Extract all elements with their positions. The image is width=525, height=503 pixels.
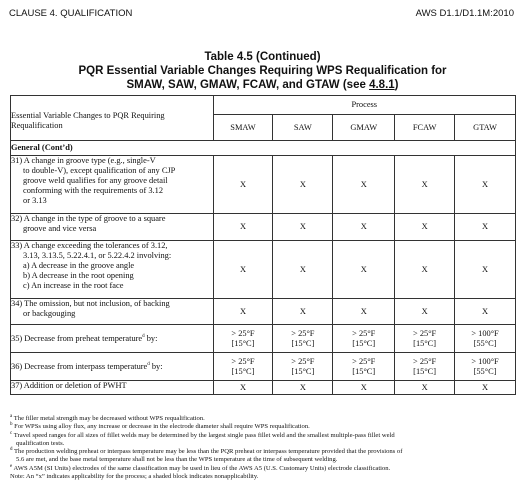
footnote-text: The filler metal strength may be decreased without WPS requalification. — [12, 415, 205, 422]
footnote-marker: d — [147, 361, 150, 367]
row-36-tail: by: — [149, 361, 163, 371]
value-f: > 25°F — [352, 356, 376, 366]
cell-mark: X — [213, 299, 273, 325]
value-f: > 25°F — [291, 328, 315, 338]
cell-value — [273, 353, 333, 381]
cell-mark: X — [455, 214, 516, 241]
footnote-c-continued: qualification tests. — [16, 439, 65, 447]
cell-mark: X — [333, 156, 395, 214]
cell-mark: X — [333, 299, 395, 325]
footnote-d — [10, 448, 516, 456]
row-33-line: a) A decrease in the groove angle — [23, 261, 135, 270]
value-c: [15°C] — [352, 366, 376, 376]
running-header-left: CLAUSE 4. QUALIFICATION — [9, 8, 133, 19]
footnote-marker: b — [10, 422, 13, 428]
table-title: PQR Essential Variable Changes Requiring WPS Requalification for — [78, 65, 447, 77]
cell-mark: X — [333, 241, 395, 299]
cell-mark: X — [395, 214, 455, 241]
row-33-line: 33) A change exceeding the tolerances of 3.12, — [11, 241, 168, 250]
value-f: > 25°F — [413, 328, 437, 338]
footnote-b — [10, 423, 516, 431]
table-row — [11, 381, 516, 395]
value-f: > 100°F — [471, 328, 499, 338]
cell-mark: X — [333, 381, 395, 395]
footnote-c — [10, 432, 516, 440]
footnote-d-continued: 5.6 are met, and the base metal temperature shall not be less than the WPS temperature at the time of subsequent welding. — [16, 456, 338, 464]
table-row — [11, 241, 516, 299]
table-row — [11, 353, 516, 381]
value-c: [15°C] — [352, 338, 376, 348]
cell-mark: X — [395, 299, 455, 325]
value-f: > 25°F — [352, 328, 376, 338]
cell-mark: X — [213, 214, 273, 241]
value-f: > 25°F — [413, 356, 437, 366]
value-f: > 25°F — [231, 356, 255, 366]
cell-mark: X — [455, 156, 516, 214]
row-37-description: 37) Addition or deletion of PWHT — [11, 381, 214, 395]
cell-mark: X — [455, 381, 516, 395]
footnote-e — [10, 465, 516, 473]
table-row — [11, 299, 516, 325]
row-32-description — [11, 214, 214, 241]
row-33-line: c) An increase in the root face — [23, 281, 124, 290]
process-fcaw: FCAW — [395, 115, 455, 141]
row-32-line: 32) A change in the type of groove to a square — [11, 214, 166, 223]
cell-mark: X — [213, 381, 273, 395]
value-c: [15°C] — [291, 366, 315, 376]
cell-value — [333, 353, 395, 381]
row-35-tail: by: — [144, 333, 158, 343]
cell-value — [395, 325, 455, 353]
section-reference-link[interactable]: 4.8.1 — [369, 79, 395, 91]
column-header-variable: Essential Variable Changes to PQR Requiring Requalification — [11, 96, 214, 141]
process-saw: SAW — [273, 115, 333, 141]
value-c: [15°C] — [291, 338, 315, 348]
row-33-line: 3.13, 3.13.5, 5.22.4.1, or 5.22.4.2 involving: — [23, 251, 172, 260]
cell-mark: X — [395, 381, 455, 395]
value-c: [15°C] — [231, 338, 255, 348]
process-gmaw: GMAW — [333, 115, 395, 141]
process-header: Process — [213, 96, 515, 115]
row-31-line: 31) A change in groove type (e.g., single-V — [11, 156, 156, 165]
cell-mark: X — [395, 156, 455, 214]
cell-value — [213, 325, 273, 353]
footnote-text: For WPSs using alloy flux, any increase or decrease in the electrode diameter shall require WPS requalification. — [12, 423, 310, 431]
row-34-line: or backgouging — [23, 309, 76, 318]
value-c: [55°C] — [473, 338, 497, 348]
footnote-marker: d — [142, 333, 145, 339]
cell-value — [213, 353, 273, 381]
row-33-description — [11, 241, 214, 299]
row-33-line: b) A decrease in the root opening — [23, 271, 134, 280]
row-31-line: to double-V), except qualification of any CJP — [23, 166, 176, 175]
cell-mark: X — [395, 241, 455, 299]
cell-mark: X — [273, 214, 333, 241]
row-32-line: groove and vice versa — [23, 224, 97, 233]
footnote-marker: d — [10, 447, 13, 452]
footnote-marker: a — [10, 413, 13, 419]
table-row — [11, 325, 516, 353]
table-footnotes — [10, 415, 516, 481]
value-f: > 100°F — [471, 356, 499, 366]
footnote-text: AWS A5M (SI Units) electrodes of the same classification may be used in lieu of the AWS A5 (U.S. Customary Units) electrode classification. — [12, 464, 391, 472]
footnote-marker: c — [10, 430, 13, 436]
subtitle-text: SMAW, SAW, GMAW, FCAW, and GTAW (see — [126, 79, 370, 91]
value-f: > 25°F — [231, 328, 255, 338]
row-31-description — [11, 156, 214, 214]
value-c: [15°C] — [231, 366, 255, 376]
table-number: Table 4.5 (Continued) — [204, 51, 321, 63]
table-row — [11, 214, 516, 241]
cell-mark: X — [333, 214, 395, 241]
row-31-line: or 3.13 — [23, 196, 47, 205]
cell-mark: X — [273, 381, 333, 395]
row-31-line: groove weld qualifies for any groove detail — [23, 176, 168, 185]
table-title-block — [0, 50, 525, 92]
requalification-table — [10, 95, 516, 395]
cell-mark: X — [273, 241, 333, 299]
section-general: General (Cont’d) — [11, 141, 516, 156]
row-35-label: 35) Decrease from preheat temperature — [11, 333, 143, 343]
cell-mark: X — [273, 156, 333, 214]
cell-value — [273, 325, 333, 353]
cell-value — [395, 353, 455, 381]
table-note: Note: An “x” indicates applicability for the process; a shaded block indicates nonapplicability. — [10, 473, 259, 481]
table-row — [11, 156, 516, 214]
subtitle-close: ) — [394, 79, 399, 91]
row-34-description — [11, 299, 214, 325]
value-f: > 25°F — [291, 356, 315, 366]
cell-value — [455, 353, 516, 381]
table-subtitle — [0, 78, 525, 92]
footnote-marker: e — [10, 463, 13, 469]
row-31-line: conforming with the requirements of 3.12 — [23, 186, 164, 195]
process-smaw: SMAW — [213, 115, 273, 141]
row-35-description — [11, 325, 214, 353]
value-c: [55°C] — [473, 366, 497, 376]
value-c: [15°C] — [413, 338, 437, 348]
row-36-description — [11, 353, 214, 381]
footnote-text: Travel speed ranges for all sizes of fillet welds may be determined by the largest single pass fillet weld and the smallest multiple-pass fillet weld — [12, 431, 395, 439]
footnote-text: The production welding preheat or interpass temperature may be less than the PQR preheat or interpass temperature provided that the provisions of — [12, 448, 403, 456]
cell-mark: X — [213, 156, 273, 214]
cell-mark: X — [213, 241, 273, 299]
cell-mark: X — [455, 241, 516, 299]
cell-mark: X — [455, 299, 516, 325]
process-gtaw: GTAW — [455, 115, 516, 141]
row-36-label: 36) Decrease from interpass temperature — [11, 361, 148, 371]
cell-value — [455, 325, 516, 353]
value-c: [15°C] — [413, 366, 437, 376]
row-34-line: 34) The omission, but not inclusion, of backing — [11, 299, 170, 308]
running-header-right: AWS D1.1/D1.1M:2010 — [415, 8, 514, 19]
cell-value — [333, 325, 395, 353]
cell-mark: X — [273, 299, 333, 325]
